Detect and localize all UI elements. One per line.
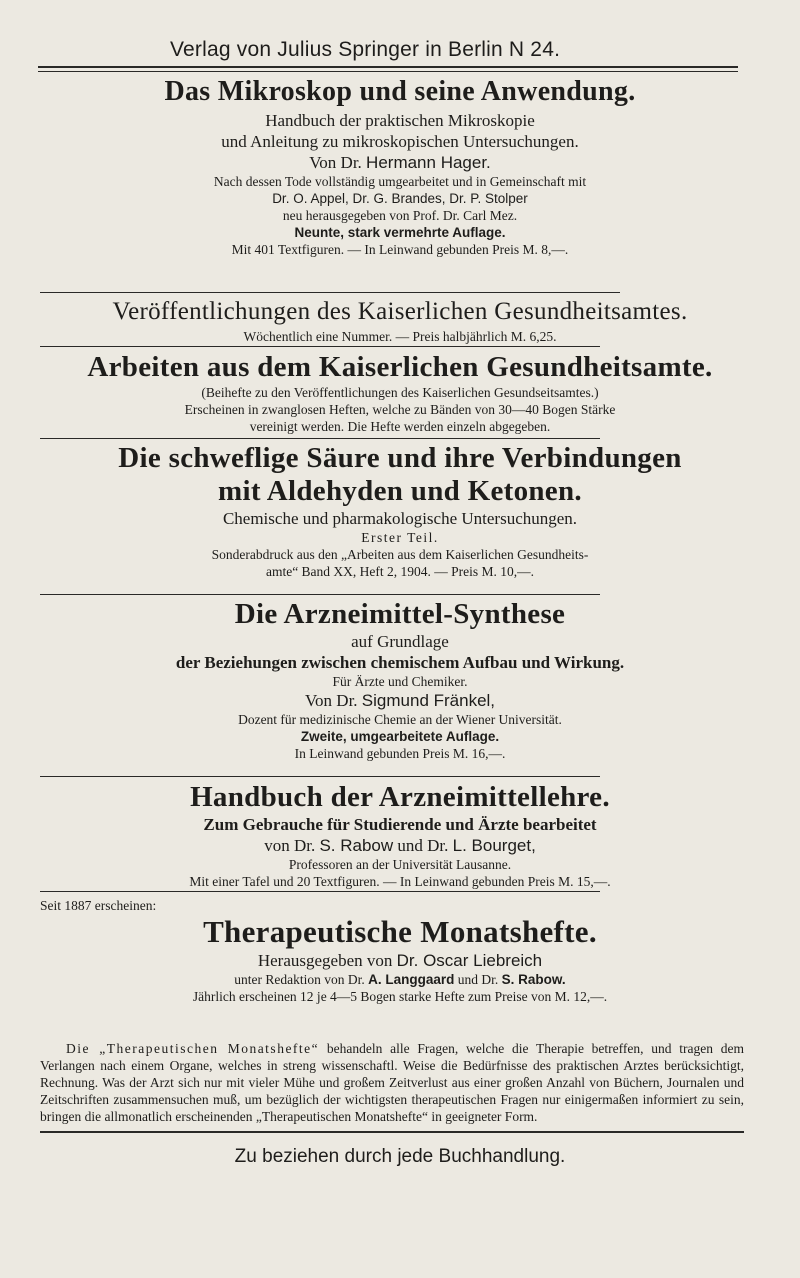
saeure-title-2: mit Aldehyden und Ketonen. xyxy=(218,475,582,507)
veroeffentlichungen-info: Wöchentlich eine Nummer. — Preis halbjährlich M. 6,25. xyxy=(243,329,557,344)
mikroskop-note-1: Nach dessen Tode vollständig umgearbeitet und in Gemeinschaft mit xyxy=(213,174,587,189)
therapeutische-since: Seit 1887 erscheinen: xyxy=(40,898,157,913)
redaktion-name-1: A. Langgaard xyxy=(368,972,455,987)
divider xyxy=(40,438,600,439)
divider xyxy=(38,66,738,68)
divider xyxy=(40,594,600,595)
redaktion-name-2: S. Rabow. xyxy=(501,972,566,987)
mikroskop-subtitle-2: und Anleitung zu mikroskopischen Untersuchungen. xyxy=(221,132,579,151)
handbuch-price: Mit einer Tafel und 20 Textfiguren. — In Leinwand gebunden Preis M. 15,—. xyxy=(189,874,611,889)
handbuch-sub-1: Zum Gebrauche für Studierende und Ärzte bearbeitet xyxy=(203,815,597,834)
handbuch-author-1: S. Rabow xyxy=(319,836,394,855)
mikroskop-edition: Neunte, stark vermehrte Auflage. xyxy=(294,225,506,240)
saeure-subtitle: Chemische und pharmakologische Untersuchungen. xyxy=(222,509,578,528)
synthese-edition: Zweite, umgearbeitete Auflage. xyxy=(300,729,500,744)
divider xyxy=(40,776,600,777)
saeure-listing xyxy=(40,442,760,580)
mikroskop-title: Das Mikroskop und seine Anwendung. xyxy=(164,76,636,107)
author-joiner: und Dr. xyxy=(397,836,449,855)
divider xyxy=(38,71,738,72)
therapeutische-editor: Dr. Oscar Liebreich xyxy=(396,951,543,970)
handbuch-listing xyxy=(40,780,760,890)
divider xyxy=(40,891,600,892)
mikroskop-listing xyxy=(40,76,760,258)
handbuch-authors xyxy=(40,835,760,856)
arbeiten-title: Arbeiten aus dem Kaiserlichen Gesundheitsamte. xyxy=(87,351,713,383)
mikroskop-price: Mit 401 Textfiguren. — In Leinwand gebunden Preis M. 8,—. xyxy=(231,242,569,257)
author-prefix: Von Dr. xyxy=(304,691,358,710)
synthese-listing xyxy=(40,598,760,762)
synthese-author-line xyxy=(40,690,760,711)
arbeiten-note-3: vereinigt werden. Die Hefte werden einzeln abgegeben. xyxy=(249,419,551,434)
arbeiten-listing xyxy=(40,350,760,435)
arbeiten-note-2: Erscheinen in zwanglosen Heften, welche zu Bänden von 30—40 Bogen Stärke xyxy=(184,402,616,417)
divider xyxy=(40,346,600,347)
mikroskop-editor: neu herausgegeben von Prof. Dr. Carl Mez. xyxy=(282,208,518,223)
divider xyxy=(40,292,620,293)
synthese-position: Dozent für medizinische Chemie an der Wiener Universität. xyxy=(238,712,562,727)
editor-prefix: Herausgegeben von xyxy=(257,951,393,970)
handbuch-author-2: L. Bourget, xyxy=(452,836,536,855)
therapeutische-editor-line xyxy=(40,950,760,971)
saeure-part: Erster Teil. xyxy=(361,530,439,545)
therapeutische-description xyxy=(40,1040,744,1125)
para-body: behandeln alle Fragen, welche die Therapie betreffen, und tragen dem Verlangen nach einem Organe, welches in streng wissenschaftl. Weise die Bedürfnisse des praktischen Arztes berücksichtigt, Rechnung. Was der Arzt sich nur mit vieler Mühe und großem Zeitverlust aus einer großen Anzahl von Büchern, Journalen und Zeitschriften zusammensuchen muß, um bezüglich der wichtigsten therapeutischen Fragen nur einigermaßen informiert zu sein, bringen die allmonatlich erscheinenden „Therapeutischen Monatshefte“ in geeigneter Form. xyxy=(40,1041,744,1124)
saeure-title: Die schweflige Säure und ihre Verbindungen xyxy=(118,442,682,474)
handbuch-position: Professoren an der Universität Lausanne. xyxy=(288,857,512,872)
redaktion-prefix: unter Redaktion von Dr. xyxy=(234,972,365,987)
arbeiten-note-1: (Beihefte zu den Veröffentlichungen des Kaiserlichen Gesundseitsamtes.) xyxy=(201,385,599,400)
saeure-note-1: Sonderabdruck aus den „Arbeiten aus dem Kaiserlichen Gesundheits- xyxy=(211,547,589,562)
footer-note: Zu beziehen durch jede Buchhandlung. xyxy=(234,1146,566,1167)
therapeutische-title: Therapeutische Monatshefte. xyxy=(203,914,597,949)
mikroskop-author: Hermann Hager. xyxy=(366,153,491,172)
mikroskop-author-line xyxy=(40,152,760,173)
synthese-author: Sigmund Fränkel, xyxy=(361,691,496,710)
para-lead: Die „Therapeutischen Monatshefte“ xyxy=(66,1041,320,1056)
handbuch-title: Handbuch der Arzneimittellehre. xyxy=(190,781,610,813)
synthese-sub-2: der Beziehungen zwischen chemischem Aufbau und Wirkung. xyxy=(175,653,625,672)
redaktion-joiner: und Dr. xyxy=(457,972,499,987)
synthese-title: Die Arzneimittel-Synthese xyxy=(234,598,566,630)
therapeutische-schedule: Jährlich erscheinen 12 je 4—5 Bogen starke Hefte zum Preise von M. 12,—. xyxy=(192,989,608,1004)
saeure-note-2: amte“ Band XX, Heft 2, 1904. — Preis M. 10,—. xyxy=(265,564,535,579)
author-prefix: von Dr. xyxy=(264,836,316,855)
therapeutische-listing xyxy=(40,914,760,1005)
publisher-header: Verlag von Julius Springer in Berlin N 24. xyxy=(170,38,561,61)
mikroskop-subtitle: Handbuch der praktischen Mikroskopie xyxy=(265,111,535,130)
synthese-audience: Für Ärzte und Chemiker. xyxy=(332,674,468,689)
therapeutische-redaktion xyxy=(40,971,760,988)
synthese-sub-1: auf Grundlage xyxy=(351,632,449,651)
veroeffentlichungen-listing xyxy=(40,296,760,345)
mikroskop-coauthors: Dr. O. Appel, Dr. G. Brandes, Dr. P. Stolper xyxy=(272,191,528,206)
veroeffentlichungen-title: Veröffentlichungen des Kaiserlichen Gesundheitsamtes. xyxy=(112,298,688,325)
author-prefix: Von Dr. xyxy=(309,153,362,172)
synthese-price: In Leinwand gebunden Preis M. 16,—. xyxy=(294,746,506,761)
divider xyxy=(40,1131,744,1133)
